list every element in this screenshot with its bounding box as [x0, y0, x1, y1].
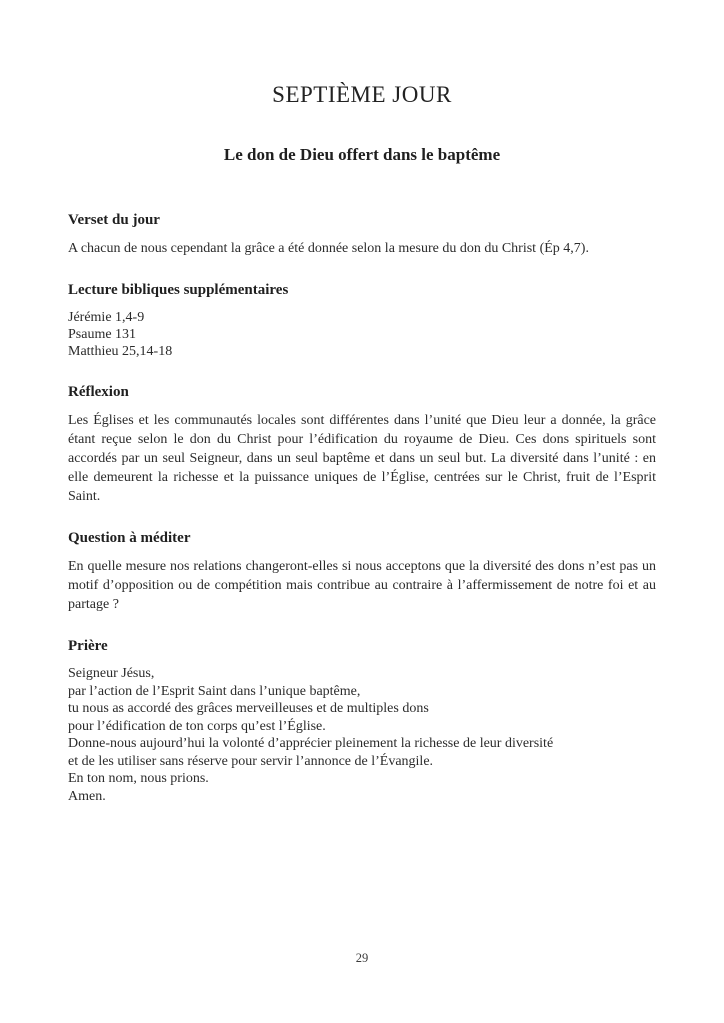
lecture-item: Jérémie 1,4-9 [68, 310, 145, 325]
question-heading: Question à méditer [68, 530, 191, 546]
prayer-line: par l’action de l’Esprit Saint dans l’unique baptême, [68, 683, 361, 699]
prayer-line: Amen. [68, 788, 106, 804]
lectures-list [68, 309, 656, 360]
verset-heading: Verset du jour [68, 212, 160, 228]
section-lectures [68, 282, 656, 360]
prayer-line: Seigneur Jésus, [68, 666, 155, 681]
section-priere [68, 638, 656, 805]
prayer-line: En ton nom, nous prions. [68, 771, 209, 786]
lectures-heading: Lecture bibliques supplémentaires [68, 282, 289, 298]
lecture-item: Psaume 131 [68, 327, 137, 342]
section-reflexion [68, 384, 656, 506]
prayer-line: Donne-nous aujourd’hui la volonté d’apprécier pleinement la richesse de leur diversité [68, 736, 554, 751]
day-title: SEPTIÈME JOUR [272, 82, 452, 107]
verset-text: A chacun de nous cependant la grâce a été donnée selon la mesure du don du Christ (Ép 4,7). [68, 241, 589, 256]
chapter-title: Le don de Dieu offert dans le baptême [223, 145, 501, 164]
section-question [68, 530, 656, 614]
prayer-line: tu nous as accordé des grâces merveilleuses et de multiples dons [68, 701, 429, 716]
prayer-lines [68, 665, 656, 805]
prayer-line: et de les utiliser sans réserve pour servir l’annonce de l’Évangile. [68, 753, 434, 769]
question-text: En quelle mesure nos relations changeront-elles si nous acceptons que la diversité des dons n’est pas un motif d’opposition ou de compétition mais contribue au contraire à l’affermissement de notre foi et au partage ? [68, 559, 656, 612]
page-number: 29 [355, 951, 369, 965]
priere-heading: Prière [68, 638, 108, 654]
reflexion-text: Les Églises et les communautés locales sont différentes dans l’unité que Dieu leur a donnée, la grâce étant reçue selon le don du Christ pour l’édification du royaume de Dieu. Ces dons spirituels sont accordés par un seul Seigneur, dans un seul baptême et dans un seul but. La diversité dans l’unité : en elle demeurent la richesse et la puissance uniques de l’Église, centrées sur le Christ, fruit de l’Esprit Saint. [68, 413, 656, 504]
reflexion-heading: Réflexion [68, 384, 129, 400]
section-verset-du-jour [68, 212, 656, 258]
prayer-line: pour l’édification de ton corps qu’est l’Église. [68, 718, 326, 734]
lecture-item: Matthieu 25,14-18 [68, 344, 173, 359]
